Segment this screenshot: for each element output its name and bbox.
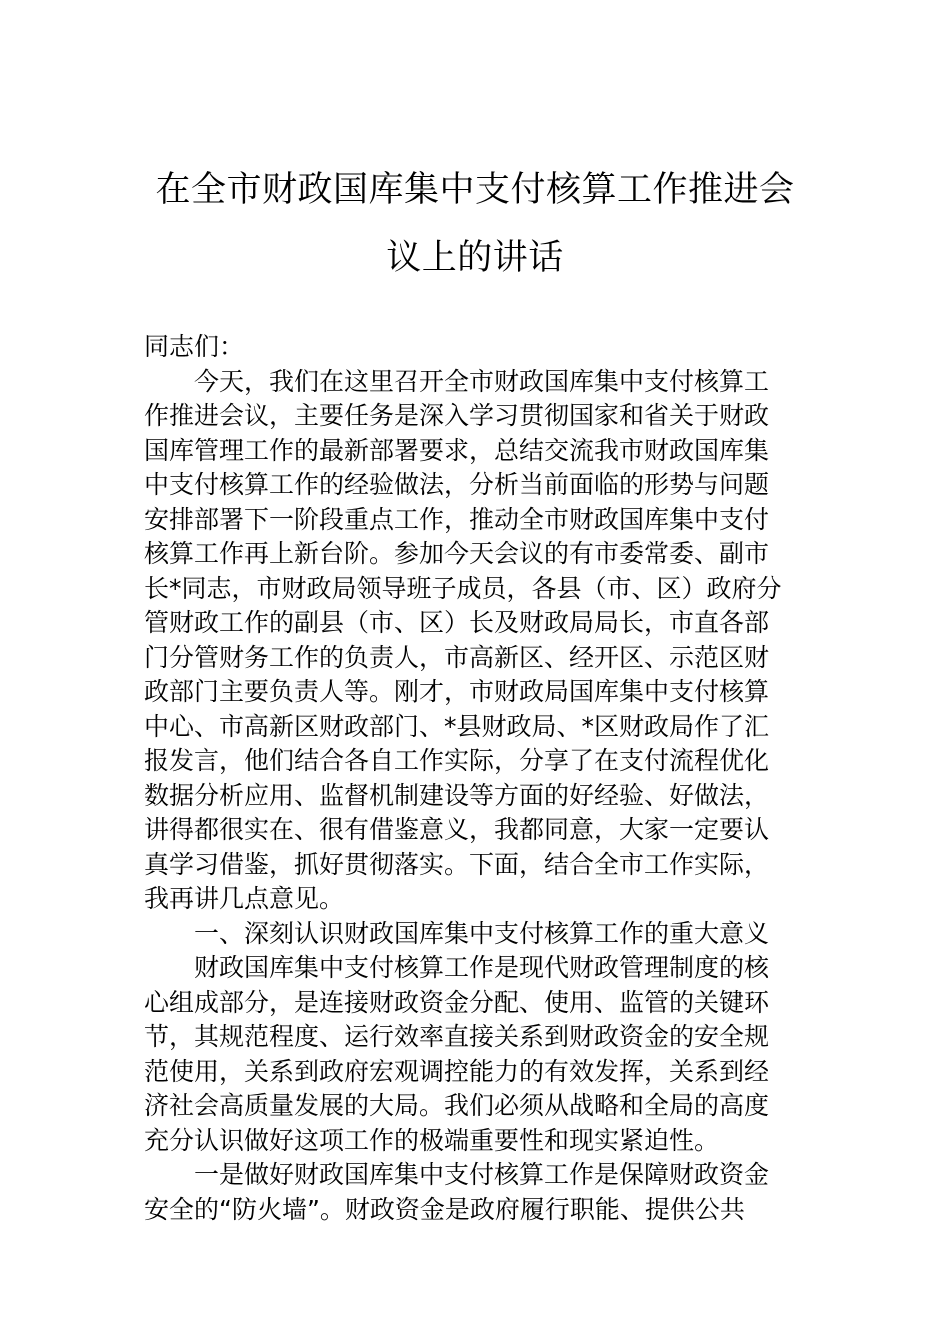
text-line: 长*同志，市财政局领导班子成员，各县（市、区）政府分 <box>144 573 782 603</box>
text-line: 核算工作再上新台阶。参加今天会议的有市委常委、副市 <box>144 539 770 568</box>
text-line: 真学习借鉴，抓好贯彻落实。下面，结合全市工作实际， <box>144 849 770 879</box>
text-line: 数据分析应用、监督机制建设等方面的好经验、好做法， <box>144 780 770 810</box>
text-line: 今天，我们在这里召开全市财政国库集中支付核算工 <box>144 366 770 396</box>
text-line: 安排部署下一阶段重点工作，推动全市财政国库集中支付 <box>144 504 770 534</box>
text-line: 心组成部分，是连接财政资金分配、使用、监管的关键环 <box>144 987 770 1017</box>
text-line: 中支付核算工作的经验做法，分析当前面临的形势与问题 <box>144 470 770 499</box>
text-line: 节，其规范程度、运行效率直接关系到财政资金的安全规 <box>144 1022 770 1051</box>
text-line: 管财政工作的副县（市、区）长及财政局局长，市直各部 <box>144 608 770 637</box>
document-title-line-1: 在全市财政国库集中支付核算工作推进会 <box>155 170 795 210</box>
text-line: 济社会高质量发展的大局。我们必须从战略和全局的高度 <box>144 1091 770 1120</box>
document-title-line-2: 议上的讲话 <box>386 238 564 278</box>
text-line: 安全的“防火墙”。财政资金是政府履行职能、提供公共 <box>144 1194 745 1224</box>
text-line: 讲得都很实在、很有借鉴意义，我都同意，大家一定要认 <box>144 815 770 844</box>
section-heading: 一、深刻认识财政国库集中支付核算工作的重大意义 <box>144 918 770 948</box>
text-line: 一是做好财政国库集中支付核算工作是保障财政资金 <box>144 1160 770 1189</box>
text-line: 充分认识做好这项工作的极端重要性和现实紧迫性。 <box>144 1125 720 1155</box>
speech-body <box>144 330 814 1227</box>
text-line: 政部门主要负责人等。刚才，市财政局国库集中支付核算 <box>144 677 770 706</box>
text-line: 我再讲几点意见。 <box>144 884 345 913</box>
text-line: 中心、市高新区财政部门、*县财政局、*区财政局作了汇 <box>144 711 770 741</box>
text-line: 报发言，他们结合各自工作实际，分享了在支付流程优化 <box>144 746 770 775</box>
salutation: 同志们： <box>144 332 245 361</box>
text-line: 财政国库集中支付核算工作是现代财政管理制度的核 <box>144 953 770 982</box>
text-line: 范使用，关系到政府宏观调控能力的有效发挥，关系到经 <box>144 1056 770 1086</box>
text-line: 门分管财务工作的负责人，市高新区、经开区、示范区财 <box>144 642 770 672</box>
text-line: 国库管理工作的最新部署要求，总结交流我市财政国库集 <box>144 435 770 465</box>
text-line: 作推进会议，主要任务是深入学习贯彻国家和省关于财政 <box>144 401 770 430</box>
